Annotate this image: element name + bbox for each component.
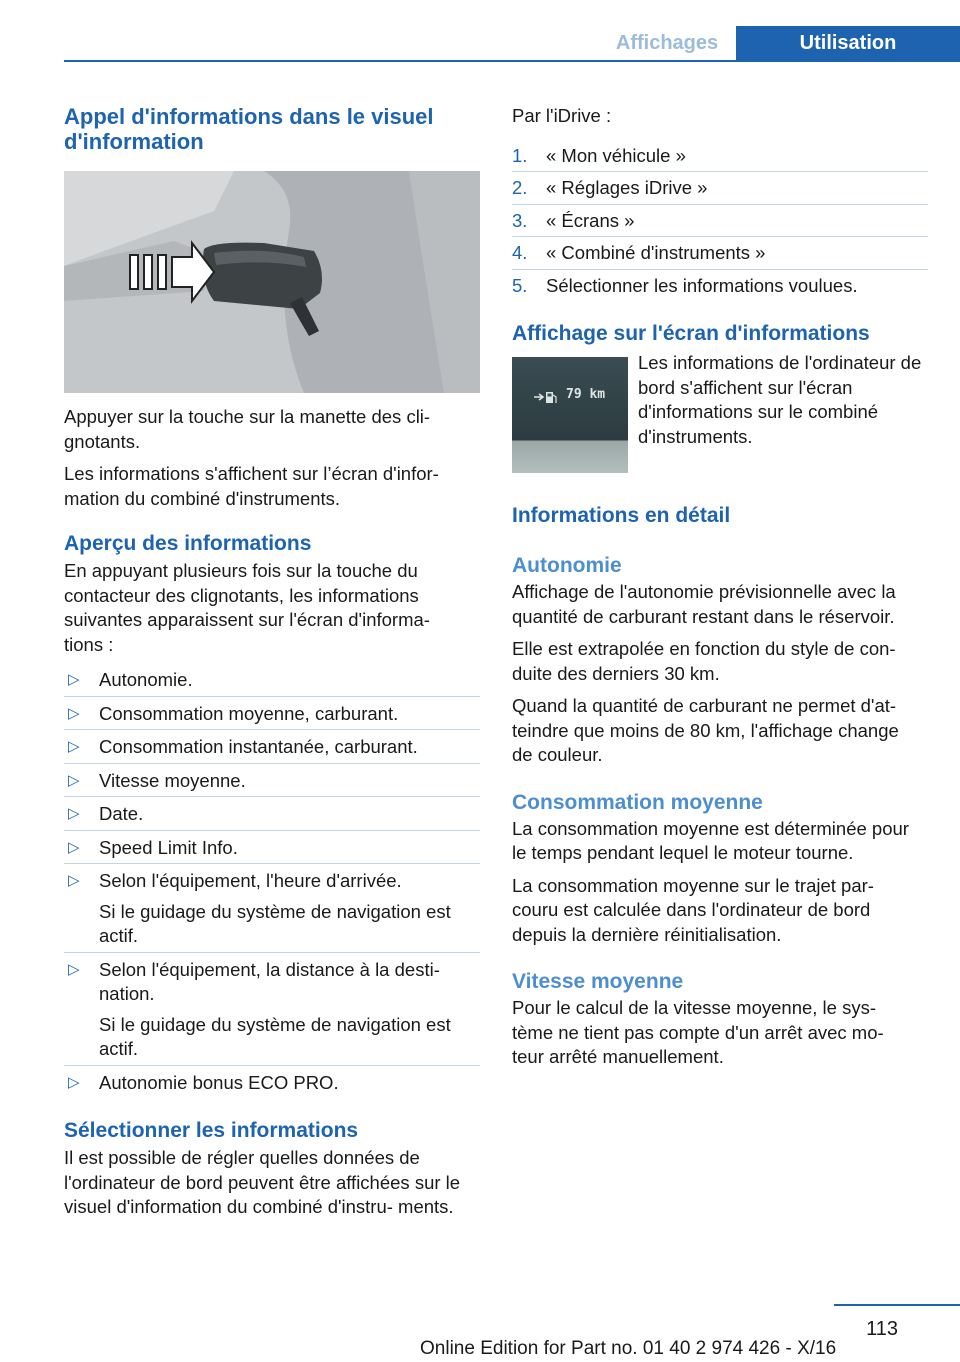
header-chapter-tab[interactable]: Utilisation: [736, 26, 960, 62]
paragraph-press-button: Appuyer sur la touche sur la manette des cli‐ gnotants.: [64, 406, 431, 452]
step-number: 1.: [512, 144, 528, 166]
triangle-bullet-icon: ▷: [68, 872, 80, 889]
heading-select-info: Sélectionner les informations: [64, 1119, 359, 1142]
page-header: [0, 0, 960, 62]
step-item: 5. Sélectionner les informations voulues.: [512, 269, 928, 302]
step-item: 3. « Écrans »: [512, 204, 928, 237]
paragraph-select-info: Il est possible de régler quelles données de l'ordinateur de bord peuvent être affichées sur le visuel d'information du combiné d'instru‐ ments.: [64, 1147, 461, 1217]
info-display-block: [512, 351, 928, 473]
left-column: [64, 100, 480, 1220]
cluster-range-value: 79 km: [566, 387, 606, 402]
page-number: 113: [866, 1318, 898, 1340]
list-item: ▷ Autonomie bonus ECO PRO.: [64, 1065, 480, 1099]
idrive-intro: Par l'iDrive :: [512, 105, 612, 126]
triangle-bullet-icon: ▷: [68, 838, 80, 856]
lever-drawing: [64, 171, 480, 393]
right-column: [512, 100, 928, 1070]
list-item-note: Si le guidage du système de navigation est actif.: [99, 900, 451, 946]
paragraph-autonomie-1: Affichage de l'autonomie prévisionnelle avec la quantité de carburant restant dans le réservoir.: [512, 581, 896, 627]
list-item: ▷ Consommation instantanée, carburant.: [64, 729, 480, 763]
list-item: ▷ Autonomie.: [64, 663, 480, 696]
info-list: [64, 663, 480, 1098]
step-item: 2. « Réglages iDrive »: [512, 171, 928, 204]
paragraph-info-display: Les informations de l'ordinateur de bord s'affichent sur l'écran d'informations sur le combiné d'instruments.: [638, 352, 922, 447]
step-item: 4. « Combiné d'instruments »: [512, 236, 928, 269]
paragraph-consommation-1: La consommation moyenne est déterminée pour le temps pendant lequel le moteur tourne.: [512, 817, 909, 863]
list-item: ▷ Selon l'équipement, l'heure d'arrivée. Si le guidage du système de navigation est actif.: [64, 863, 480, 952]
triangle-bullet-icon: ▷: [68, 960, 80, 978]
paragraph-info-displayed: Les informations s'affichent sur l’écran d'infor‐ mation du combiné d'instruments.: [64, 463, 439, 509]
heading-info-display: Affichage sur l'écran d'informations: [512, 322, 870, 345]
paragraph-overview: En appuyant plusieurs fois sur la touche du contacteur des clignotants, les informations suivantes apparaissent sur l'écran d'informa‐ tions :: [64, 560, 430, 655]
heading-vitesse: Vitesse moyenne: [512, 970, 684, 993]
cluster-display-image: [512, 357, 628, 473]
triangle-bullet-icon: ▷: [68, 805, 80, 822]
heading-overview: Aperçu des informations: [64, 532, 312, 555]
step-number: 5.: [512, 274, 528, 296]
heading-autonomie: Autonomie: [512, 554, 622, 577]
heading-consommation: Consommation moyenne: [512, 790, 763, 814]
triangle-bullet-icon: ▷: [68, 738, 80, 755]
list-item-note: Si le guidage du système de navigation est actif.: [99, 1013, 451, 1059]
triangle-bullet-icon: ▷: [68, 1073, 80, 1091]
list-item: ▷ Date.: [64, 796, 480, 830]
footer-rule: [834, 1304, 960, 1306]
paragraph-autonomie-2: Elle est extrapolée en fonction du style de con‐ duite des derniers 30 km.: [512, 638, 896, 684]
edition-footer: Online Edition for Part no. 01 40 2 974 426 - X/16: [420, 1338, 837, 1359]
triangle-bullet-icon: ▷: [68, 704, 80, 722]
heading-call-info: Appel d'informations dans le visuel d'information: [64, 104, 434, 154]
step-number: 4.: [512, 242, 528, 263]
list-item: ▷ Speed Limit Info.: [64, 830, 480, 864]
paragraph-autonomie-3: Quand la quantité de carburant ne permet d'at‐ teindre que moins de 80 km, l'affichage change de couleur.: [512, 695, 899, 765]
triangle-bullet-icon: ▷: [68, 671, 80, 688]
list-item: ▷ Selon l'équipement, la distance à la desti‐ nation. Si le guidage du système de navigation est actif.: [64, 952, 480, 1065]
turn-signal-lever-illustration: [64, 171, 480, 393]
step-item: 1. « Mon véhicule »: [512, 140, 928, 172]
header-section-tab[interactable]: Affichages: [615, 32, 719, 54]
idrive-steps: [512, 140, 928, 302]
paragraph-consommation-2: La consommation moyenne sur le trajet par‐ couru est calculée dans l'ordinateur de bord depuis la dernière réinitialisation.: [512, 874, 874, 945]
paragraph-vitesse: Pour le calcul de la vitesse moyenne, le sys‐ tème ne tient pas compte d'un arrêt avec mo‐ teur arrêté manuellement.: [512, 997, 884, 1067]
list-item: ▷ Vitesse moyenne.: [64, 763, 480, 797]
header-rule: [64, 60, 960, 62]
step-number: 2.: [512, 177, 528, 198]
list-item: ▷ Consommation moyenne, carburant.: [64, 696, 480, 730]
triangle-bullet-icon: ▷: [68, 771, 80, 789]
step-number: 3.: [512, 209, 528, 231]
heading-details: Informations en détail: [512, 504, 731, 527]
